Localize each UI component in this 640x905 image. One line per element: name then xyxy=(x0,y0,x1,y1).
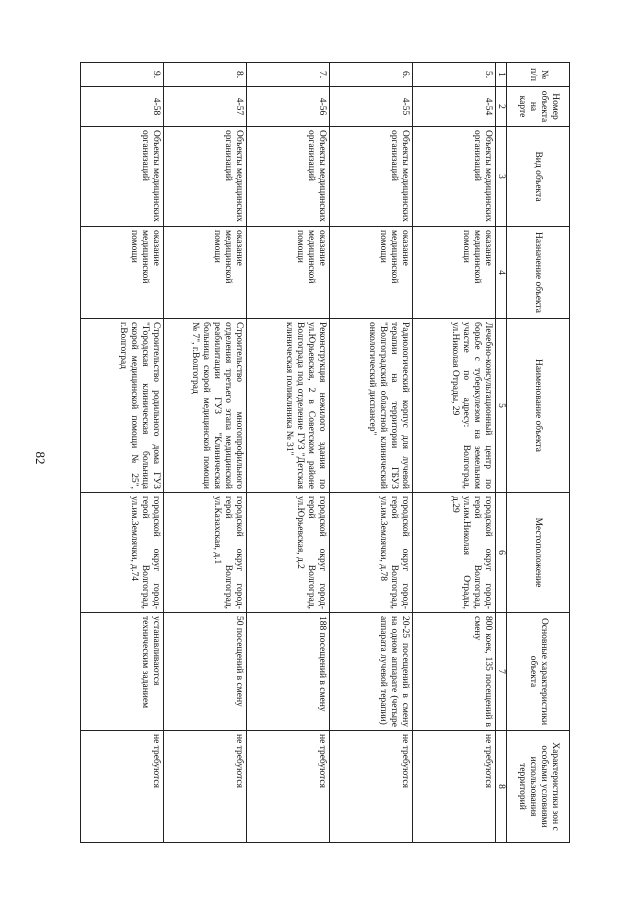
row-number: 7. xyxy=(247,63,330,87)
row-number: 6. xyxy=(330,63,413,87)
column-number: 5 xyxy=(496,319,507,493)
row-number: 8. xyxy=(164,63,247,87)
row-number: 5. xyxy=(413,63,496,87)
header-cell: Вид объекта xyxy=(507,127,570,227)
table-row xyxy=(413,63,496,843)
object-purpose: оказание медицинской помощи xyxy=(247,227,330,319)
object-purpose: оказание медицинской помощи xyxy=(164,227,247,319)
zone-characteristics: не требуются xyxy=(330,731,413,843)
objects-table xyxy=(80,62,570,843)
zone-characteristics: не требуются xyxy=(164,731,247,843)
object-type: Объекты медицинских организаций xyxy=(247,127,330,227)
header-cell: Наименование объекта xyxy=(507,319,570,493)
object-characteristics: устанавливаются техническим заданием xyxy=(81,613,164,731)
column-number: 2 xyxy=(496,87,507,127)
table-row xyxy=(247,63,330,843)
column-number: 7 xyxy=(496,613,507,731)
table-row xyxy=(81,63,164,843)
header-cell: Характеристики зон с особыми условиями использования территорий xyxy=(507,731,570,843)
object-purpose: оказание медицинской помощи xyxy=(81,227,164,319)
object-name: Лечебно-консультационный центр по борьбе с туберкулезом на земельном участке по адресу: Волгоград, ул.Николая Отрады, 29 xyxy=(413,319,496,493)
map-object-number: 4-58 xyxy=(81,87,164,127)
object-characteristics: 188 посещений в смену xyxy=(247,613,330,731)
column-number: 1 xyxy=(496,63,507,87)
table-row xyxy=(330,63,413,843)
header-cell: Назначение объекта xyxy=(507,227,570,319)
map-object-number: 4-54 xyxy=(413,87,496,127)
map-object-number: 4-55 xyxy=(330,87,413,127)
object-type: Объекты медицинских организаций xyxy=(164,127,247,227)
column-number: 4 xyxy=(496,227,507,319)
object-type: Объекты медицинских организаций xyxy=(330,127,413,227)
object-location: городской округ город-герой Волгоград, ул.им.Николая Отрады, д.29 xyxy=(413,493,496,613)
table-row xyxy=(164,63,247,843)
header-cell: Номер объекта на карте xyxy=(507,87,570,127)
column-number: 3 xyxy=(496,127,507,227)
row-number: 9. xyxy=(81,63,164,87)
header-cell: Местоположение xyxy=(507,493,570,613)
map-object-number: 4-56 xyxy=(247,87,330,127)
object-location: городской округ город-герой Волгоград, ул.им.Землячки, д.74 xyxy=(81,493,164,613)
zone-characteristics: не требуются xyxy=(81,731,164,843)
page-number: 82 xyxy=(33,451,48,465)
rotated-table-container xyxy=(70,62,570,842)
zone-characteristics: не требуются xyxy=(247,731,330,843)
header-cell: Основные характеристики объекта xyxy=(507,613,570,731)
header-cell: № п/п xyxy=(507,63,570,87)
object-location: городской округ город-герой Волгоград, ул.Юрьевская, д.2 xyxy=(247,493,330,613)
object-name: Строительство родильного дома ГУЗ "Городская клиническая больница скорой медицинской помощи № 25", г.Волгоград xyxy=(81,319,164,493)
object-name: Строительство многопрофильного отделения третьего этапа медицинской реабилитации ГУЗ "Клиническая больница скорой медицинской помощи № 7", г.Волгоград xyxy=(164,319,247,493)
object-purpose: оказание медицинской помощи xyxy=(330,227,413,319)
object-location: городской округ город-герой Волгоград, ул.Казахская, д.1 xyxy=(164,493,247,613)
object-location: городской округ город-герой Волгоград, ул.им.Землячки, д.78 xyxy=(330,493,413,613)
object-characteristics: 800 коек, 135 посещений в смену xyxy=(413,613,496,731)
object-name: Реконструкция нежилого здания по ул.Юрьевская, 2 в Советском районе Волгограда под отделение ГУЗ "Детская клиническая поликлиника № 31" xyxy=(247,319,330,493)
object-type: Объекты медицинских организаций xyxy=(81,127,164,227)
object-characteristics: 50 посещений в смену xyxy=(164,613,247,731)
object-name: Радиологический корпус для лучевой терапии на территории ГБУЗ "Волгоградский областной клинический онкологический диспансер" xyxy=(330,319,413,493)
column-number: 6 xyxy=(496,493,507,613)
table-header-row xyxy=(507,63,570,843)
column-number-row xyxy=(496,63,507,843)
object-purpose: оказание медицинской помощи xyxy=(413,227,496,319)
map-object-number: 4-57 xyxy=(164,87,247,127)
column-number: 8 xyxy=(496,731,507,843)
object-type: Объекты медицинских организаций xyxy=(413,127,496,227)
zone-characteristics: не требуются xyxy=(413,731,496,843)
object-characteristics: 20-25 посещений в смену на одном аппарате (четыре аппарата лучевой терапии) xyxy=(330,613,413,731)
